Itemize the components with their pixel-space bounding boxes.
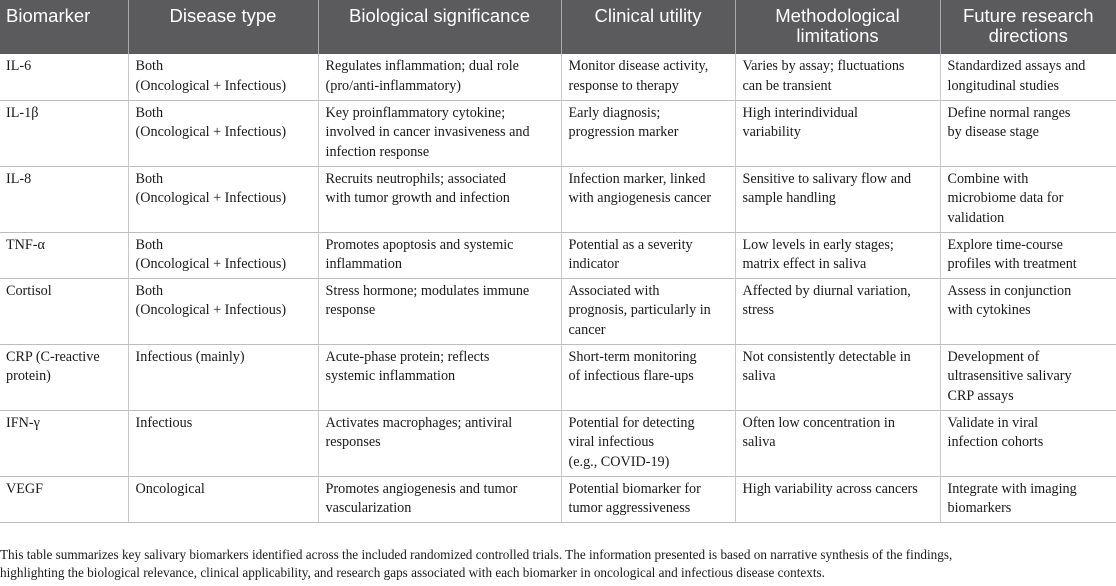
cell-text: Promotes apoptosis and systemic: [325, 236, 514, 253]
cell-text: CRP (C-reactive: [6, 348, 100, 365]
cell-future-research-directions: [940, 410, 1116, 476]
cell-text: inflammation: [325, 256, 402, 272]
header-text: Biomarker: [6, 5, 91, 26]
cell-clinical-utility: [561, 410, 735, 476]
cell-text: response to therapy: [568, 77, 679, 94]
cell-text: vascularization: [325, 500, 412, 516]
cell-text: biomarkers: [947, 500, 1012, 516]
table-row: [0, 100, 1116, 166]
header-disease-type: [128, 0, 318, 54]
cell-text: of infectious flare-ups: [568, 368, 694, 384]
cell-disease-type: [128, 410, 318, 476]
cell-text: microbiome data for: [947, 190, 1064, 206]
cell-text: indicator: [568, 256, 619, 272]
cell-text: IL-6: [6, 58, 32, 74]
cell-methodological-limitations: [735, 100, 940, 166]
cell-text: Both: [135, 236, 164, 253]
cell-text: saliva: [742, 368, 776, 384]
cell-text: prognosis, particularly in: [568, 302, 711, 318]
footnote-line: This table summarizes key salivary biomarkers identified across the included randomized controlled trials. The information presented is based on narrative synthesis of the findings,: [0, 547, 953, 562]
cell-methodological-limitations: [735, 232, 940, 278]
cell-text: Both: [135, 58, 164, 74]
cell-disease-type: [128, 100, 318, 166]
cell-biomarker: [0, 410, 128, 476]
cell-biological-significance: [318, 232, 561, 278]
cell-text: Often low concentration in: [742, 414, 895, 431]
table-row: [0, 278, 1116, 344]
cell-text: involved in cancer invasiveness and: [325, 124, 530, 140]
cell-methodological-limitations: [735, 278, 940, 344]
cell-text: Activates macrophages; antiviral: [325, 414, 513, 431]
cell-text: High interindividual: [742, 104, 858, 121]
cell-text: Assess in conjunction: [947, 282, 1072, 299]
cell-methodological-limitations: [735, 54, 940, 100]
cell-text: Regulates inflammation; dual role: [325, 58, 519, 74]
cell-text: (Oncological + Infectious): [135, 190, 287, 206]
table-header-row: [0, 0, 1116, 54]
cell-text: protein): [6, 368, 51, 384]
cell-text: Oncological: [135, 480, 205, 497]
cell-text: Not consistently detectable in: [742, 348, 911, 365]
cell-text: with angiogenesis cancer: [568, 190, 712, 206]
header-biological-significance: [318, 0, 561, 54]
cell-biomarker: [0, 166, 128, 232]
cell-text: Affected by diurnal variation,: [742, 282, 911, 299]
cell-text: Both: [135, 282, 164, 299]
cell-text: Stress hormone; modulates immune: [325, 282, 530, 299]
cell-text: stress: [742, 302, 775, 318]
table-footnote: [0, 546, 1116, 581]
cell-clinical-utility: [561, 278, 735, 344]
cell-text: Short-term monitoring: [568, 348, 697, 365]
cell-text: High variability across cancers: [742, 480, 918, 497]
cell-disease-type: [128, 476, 318, 522]
table-row: [0, 166, 1116, 232]
cell-clinical-utility: [561, 232, 735, 278]
header-text: Biological significance: [349, 5, 530, 26]
header-text: limitations: [796, 25, 879, 46]
cell-text: Key proinflammatory cytokine;: [325, 104, 506, 121]
cell-biomarker: [0, 232, 128, 278]
cell-text: TNF-α: [6, 236, 45, 253]
cell-text: Potential for detecting: [568, 414, 695, 431]
cell-text: sample handling: [742, 190, 836, 206]
cell-text: viral infectious: [568, 434, 654, 450]
cell-text: (Oncological + Infectious): [135, 302, 287, 318]
cell-future-research-directions: [940, 166, 1116, 232]
cell-methodological-limitations: [735, 166, 940, 232]
cell-biomarker: [0, 100, 128, 166]
table-row: [0, 54, 1116, 100]
cell-disease-type: [128, 278, 318, 344]
cell-text: Associated with: [568, 282, 660, 299]
cell-text: IL-1β: [6, 104, 39, 121]
header-biomarker: [0, 0, 128, 54]
cell-text: with tumor growth and infection: [325, 190, 510, 206]
cell-text: Combine with: [947, 170, 1029, 187]
cell-text: Sensitive to salivary flow and: [742, 170, 912, 187]
cell-disease-type: [128, 232, 318, 278]
cell-text: Monitor disease activity,: [568, 58, 709, 74]
cell-text: VEGF: [6, 480, 44, 497]
header-text: directions: [988, 25, 1068, 46]
cell-biomarker: [0, 54, 128, 100]
cell-methodological-limitations: [735, 410, 940, 476]
header-text: Future research: [962, 5, 1094, 26]
cell-text: Integrate with imaging: [947, 480, 1077, 497]
cell-text: CRP assays: [947, 387, 1014, 404]
header-text: Clinical utility: [594, 5, 702, 26]
cell-text: (e.g., COVID-19): [568, 453, 670, 470]
cell-biomarker: [0, 344, 128, 410]
cell-text: infection cohorts: [947, 434, 1044, 450]
cell-text: tumor aggressiveness: [568, 500, 691, 516]
cell-clinical-utility: [561, 344, 735, 410]
cell-biomarker: [0, 278, 128, 344]
cell-text: ultrasensitive salivary: [947, 368, 1072, 384]
cell-text: Recruits neutrophils; associated: [325, 170, 506, 187]
cell-text: Explore time-course: [947, 236, 1063, 253]
cell-text: matrix effect in saliva: [742, 256, 867, 272]
cell-text: Low levels in early stages;: [742, 236, 894, 253]
cell-text: (pro/anti-inflammatory): [325, 77, 462, 94]
cell-future-research-directions: [940, 100, 1116, 166]
cell-text: (Oncological + Infectious): [135, 124, 287, 140]
cell-text: Development of: [947, 348, 1040, 365]
cell-disease-type: [128, 54, 318, 100]
cell-clinical-utility: [561, 476, 735, 522]
cell-biological-significance: [318, 54, 561, 100]
cell-future-research-directions: [940, 476, 1116, 522]
cell-text: Acute-phase protein; reflects: [325, 348, 490, 365]
cell-text: (Oncological + Infectious): [135, 256, 287, 272]
cell-disease-type: [128, 344, 318, 410]
cell-text: saliva: [742, 434, 776, 450]
cell-clinical-utility: [561, 100, 735, 166]
cell-text: Early diagnosis;: [568, 104, 661, 121]
cell-text: Cortisol: [6, 282, 52, 299]
cell-methodological-limitations: [735, 344, 940, 410]
cell-text: profiles with treatment: [947, 256, 1077, 272]
cell-methodological-limitations: [735, 476, 940, 522]
cell-text: Promotes angiogenesis and tumor: [325, 480, 518, 497]
cell-text: progression marker: [568, 124, 679, 140]
cell-text: Define normal ranges: [947, 104, 1071, 121]
cell-text: with cytokines: [947, 302, 1031, 318]
cell-text: Infectious (mainly): [135, 348, 245, 365]
cell-future-research-directions: [940, 344, 1116, 410]
cell-biological-significance: [318, 278, 561, 344]
cell-text: Potential biomarker for: [568, 480, 701, 497]
cell-biological-significance: [318, 476, 561, 522]
cell-biomarker: [0, 476, 128, 522]
cell-biological-significance: [318, 344, 561, 410]
cell-text: Validate in viral: [947, 414, 1039, 431]
cell-text: cancer: [568, 321, 606, 338]
cell-clinical-utility: [561, 54, 735, 100]
header-text: Disease type: [169, 5, 277, 26]
cell-future-research-directions: [940, 54, 1116, 100]
cell-text: by disease stage: [947, 124, 1039, 140]
cell-text: Potential as a severity: [568, 236, 693, 253]
table-body: [0, 54, 1116, 522]
cell-text: Infection marker, linked: [568, 170, 706, 187]
cell-text: response: [325, 302, 376, 318]
cell-text: variability: [742, 124, 801, 140]
cell-text: validation: [947, 209, 1005, 226]
header-clinical-utility: [561, 0, 735, 54]
cell-text: Varies by assay; fluctuations: [742, 58, 905, 74]
table-row: [0, 410, 1116, 476]
table-header: [0, 0, 1116, 54]
table-row: [0, 344, 1116, 410]
cell-text: systemic inflammation: [325, 368, 456, 384]
table-row: [0, 476, 1116, 522]
header-methodological-limitations: [735, 0, 940, 54]
cell-future-research-directions: [940, 232, 1116, 278]
header-future-research-directions: [940, 0, 1116, 54]
footnote-line: highlighting the biological relevance, clinical applicability, and research gaps associated with each biomarker in oncological and infectious disease contexts.: [0, 564, 825, 580]
cell-text: Both: [135, 104, 164, 121]
cell-biological-significance: [318, 166, 561, 232]
cell-text: IFN-γ: [6, 414, 40, 431]
table-row: [0, 232, 1116, 278]
cell-future-research-directions: [940, 278, 1116, 344]
cell-text: responses: [325, 434, 381, 450]
cell-text: (Oncological + Infectious): [135, 77, 287, 94]
cell-text: IL-8: [6, 170, 32, 187]
cell-disease-type: [128, 166, 318, 232]
cell-biological-significance: [318, 100, 561, 166]
cell-biological-significance: [318, 410, 561, 476]
cell-text: Both: [135, 170, 164, 187]
cell-text: can be transient: [742, 77, 832, 94]
header-text: Methodological: [775, 5, 900, 26]
cell-clinical-utility: [561, 166, 735, 232]
cell-text: longitudinal studies: [947, 77, 1060, 94]
cell-text: Standardized assays and: [947, 58, 1086, 74]
cell-text: infection response: [325, 143, 430, 160]
cell-text: Infectious: [135, 414, 193, 431]
